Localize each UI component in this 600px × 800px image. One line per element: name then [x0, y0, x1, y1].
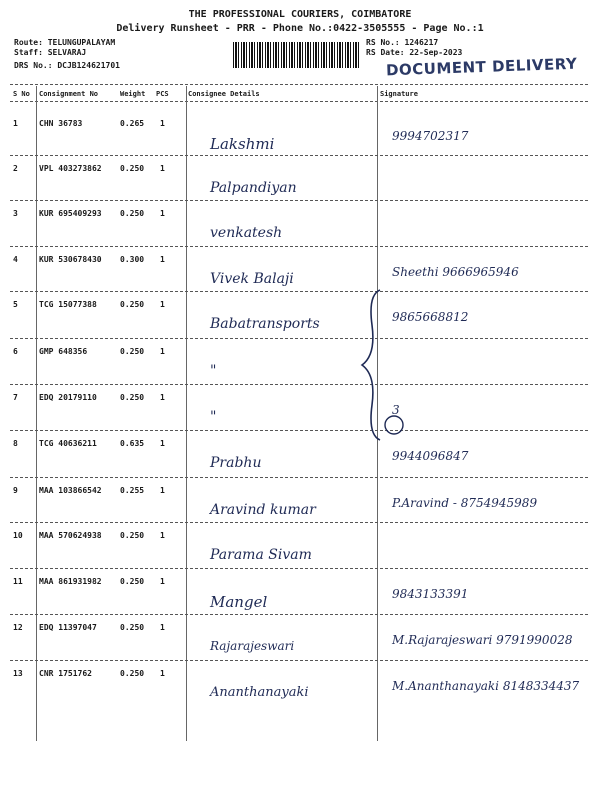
row-pcs: 1 [160, 577, 165, 586]
row-consignment-no: MAA 861931982 [39, 577, 102, 586]
col-header-signature: Signature [380, 90, 418, 98]
consignee-name: Rajarajeswari [210, 639, 295, 653]
consignee-name: " [210, 409, 217, 425]
signature: 9944096847 [392, 449, 469, 463]
row-pcs: 1 [160, 209, 165, 218]
consignee-name: Vivek Balaji [210, 271, 294, 287]
route-label: Route: TELUNGUPALAYAM [14, 38, 116, 47]
header-divider-bottom [10, 101, 588, 102]
row-consignment-no: TCG 15077388 [39, 300, 97, 309]
signature: 9865668812 [392, 310, 469, 324]
row-consignment-no: EDQ 11397047 [39, 623, 97, 632]
signature: P.Aravind - 8754945989 [392, 496, 538, 510]
column-divider [36, 86, 37, 741]
row-weight: 0.250 [120, 300, 145, 309]
row-weight: 0.255 [120, 486, 145, 495]
row-sno: 10 [13, 531, 23, 540]
row-weight: 0.250 [120, 347, 145, 356]
consignee-name: venkatesh [210, 225, 283, 241]
row-weight: 0.250 [120, 623, 145, 632]
row-divider [10, 291, 588, 292]
row-sno: 6 [13, 347, 18, 356]
barcode [233, 42, 359, 68]
row-divider [10, 477, 588, 478]
row-consignment-no: MAA 570624938 [39, 531, 102, 540]
company-title: THE PROFESSIONAL COURIERS, COIMBATORE [188, 9, 412, 20]
row-pcs: 1 [160, 623, 165, 632]
row-consignment-no: GMP 648356 [39, 347, 88, 356]
col-header-consignment: Consignment No [39, 90, 99, 98]
row-weight: 0.250 [120, 577, 145, 586]
row-sno: 9 [13, 486, 18, 495]
row-consignment-no: KUR 530678430 [39, 255, 102, 264]
row-sno: 7 [13, 393, 18, 402]
row-pcs: 1 [160, 393, 165, 402]
row-consignment-no: EDQ 20179110 [39, 393, 97, 402]
row-sno: 3 [13, 209, 18, 218]
row-divider [10, 522, 588, 523]
row-sno: 4 [13, 255, 18, 264]
row-weight: 0.265 [120, 119, 145, 128]
row-consignment-no: TCG 40636211 [39, 439, 97, 448]
col-header-weight: Weight [120, 90, 146, 98]
row-pcs: 1 [160, 531, 165, 540]
drs-number: DRS No.: DCJB124621701 [14, 61, 120, 70]
consignee-name: " [210, 363, 217, 379]
column-divider [186, 86, 187, 741]
row-sno: 2 [13, 164, 18, 173]
row-weight: 0.250 [120, 531, 145, 540]
row-divider [10, 660, 588, 661]
row-sno: 11 [13, 577, 23, 586]
grouping-brace [350, 285, 410, 445]
runsheet-subtitle: Delivery Runsheet - PRR - Phone No.:0422-3505555 - Page No.:1 [116, 23, 484, 34]
row-consignment-no: CNR 1751762 [39, 669, 92, 678]
row-divider [10, 246, 588, 247]
row-divider [10, 568, 588, 569]
col-header-sno: S No [13, 90, 30, 98]
row-weight: 0.635 [120, 439, 145, 448]
row-divider [10, 614, 588, 615]
row-consignment-no: CHN 36783 [39, 119, 83, 128]
staff-label: Staff: SELVARAJ [14, 48, 87, 57]
row-pcs: 1 [160, 255, 165, 264]
row-divider [10, 384, 588, 385]
col-header-pcs: PCS [156, 90, 169, 98]
row-consignment-no: KUR 695409293 [39, 209, 102, 218]
signature: 3 [392, 403, 400, 417]
row-weight: 0.250 [120, 669, 145, 678]
document-delivery-stamp: DOCUMENT DELIVERY [385, 54, 578, 80]
consignee-name: Palpandiyan [210, 180, 297, 196]
row-consignment-no: VPL 403273862 [39, 164, 102, 173]
row-pcs: 1 [160, 347, 165, 356]
consignee-name: Lakshmi [210, 135, 275, 153]
consignee-name: Aravind kumar [210, 502, 316, 518]
row-divider [10, 155, 588, 156]
row-pcs: 1 [160, 300, 165, 309]
col-header-consignee: Consignee Details [188, 90, 260, 98]
row-divider [10, 430, 588, 431]
row-weight: 0.250 [120, 393, 145, 402]
row-pcs: 1 [160, 486, 165, 495]
row-sno: 1 [13, 119, 18, 128]
row-sno: 8 [13, 439, 18, 448]
signature: Sheethi 9666965946 [392, 265, 519, 279]
row-sno: 5 [13, 300, 18, 309]
signature: 9843133391 [392, 587, 469, 601]
consignee-name: Babatransports [210, 316, 320, 332]
consignee-name: Ananthanayaki [210, 685, 309, 700]
row-consignment-no: MAA 103866542 [39, 486, 102, 495]
row-divider [10, 200, 588, 201]
signature: M.Rajarajeswari 9791990028 [392, 633, 573, 647]
signature: 9994702317 [392, 129, 469, 143]
row-weight: 0.250 [120, 209, 145, 218]
rs-number: RS No.: 1246217 [366, 38, 439, 47]
consignee-name: Parama Sivam [210, 547, 312, 563]
row-pcs: 1 [160, 439, 165, 448]
row-sno: 12 [13, 623, 23, 632]
rs-date: RS Date: 22-Sep-2023 [366, 48, 463, 57]
header-divider-top [10, 84, 588, 85]
row-divider [10, 338, 588, 339]
row-sno: 13 [13, 669, 23, 678]
signature: M.Ananthanayaki 8148334437 [392, 679, 580, 693]
row-weight: 0.300 [120, 255, 145, 264]
consignee-name: Prabhu [210, 455, 262, 471]
row-weight: 0.250 [120, 164, 145, 173]
row-pcs: 1 [160, 119, 165, 128]
row-pcs: 1 [160, 669, 165, 678]
consignee-name: Mangel [210, 593, 268, 611]
row-pcs: 1 [160, 164, 165, 173]
